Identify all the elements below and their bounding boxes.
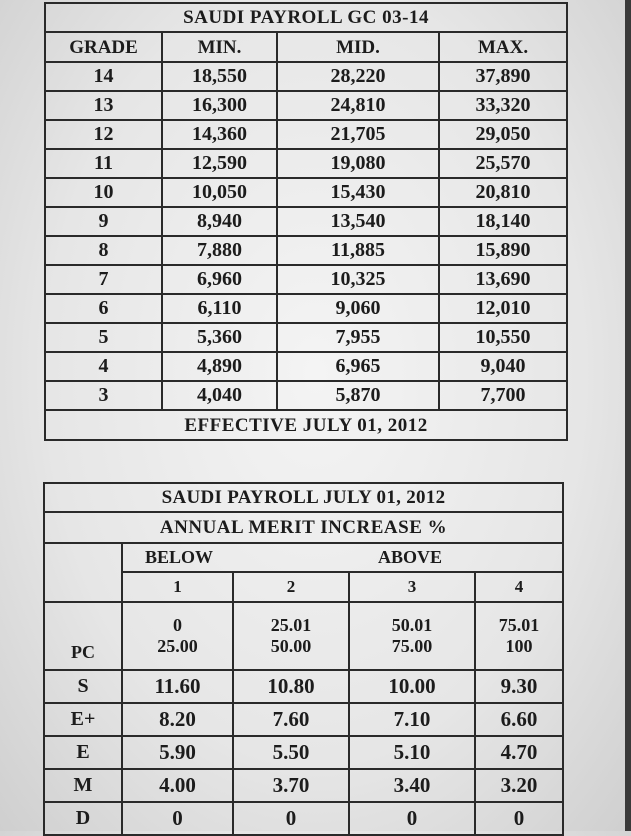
pc-range-to: 25.00	[157, 636, 198, 656]
merit-value-cell: 9.30	[475, 670, 563, 703]
merit-value-cell: 0	[233, 802, 349, 835]
merit-value-cell: 4.00	[122, 769, 233, 802]
merit-subtitle: ANNUAL MERIT INCREASE %	[44, 512, 563, 543]
max-cell: 9,040	[439, 352, 567, 381]
grade-cell: 13	[45, 91, 162, 120]
header-grade: GRADE	[45, 32, 162, 62]
column-number: 1	[122, 572, 233, 602]
merit-value-cell: 11.60	[122, 670, 233, 703]
grade-cell: 14	[45, 62, 162, 91]
rating-label: E	[44, 736, 122, 769]
mid-cell: 10,325	[277, 265, 439, 294]
corner-cell	[44, 543, 122, 602]
table-row	[45, 323, 567, 352]
below-label: BELOW	[122, 543, 349, 572]
min-cell: 14,360	[162, 120, 277, 149]
pc-range-cell	[475, 602, 563, 670]
merit-value-cell: 4.70	[475, 736, 563, 769]
mid-cell: 28,220	[277, 62, 439, 91]
table-footer-row	[45, 410, 567, 440]
merit-title: SAUDI PAYROLL JULY 01, 2012	[44, 483, 563, 512]
rating-label: E+	[44, 703, 122, 736]
merit-value-cell: 10.00	[349, 670, 475, 703]
grade-cell: 3	[45, 381, 162, 410]
merit-value-cell: 7.60	[233, 703, 349, 736]
rating-label: M	[44, 769, 122, 802]
min-cell: 12,590	[162, 149, 277, 178]
merit-increase-table	[43, 482, 564, 836]
pc-range-from: 25.01	[270, 615, 312, 635]
pc-range-to: 50.00	[270, 636, 312, 656]
mid-cell: 21,705	[277, 120, 439, 149]
merit-subtitle-row	[44, 512, 563, 543]
merit-value-cell: 3.70	[233, 769, 349, 802]
max-cell: 10,550	[439, 323, 567, 352]
grade-cell: 9	[45, 207, 162, 236]
merit-value-cell: 0	[475, 802, 563, 835]
max-cell: 33,320	[439, 91, 567, 120]
min-cell: 4,040	[162, 381, 277, 410]
grade-cell: 7	[45, 265, 162, 294]
mid-cell: 9,060	[277, 294, 439, 323]
min-cell: 18,550	[162, 62, 277, 91]
merit-value-cell: 5.50	[233, 736, 349, 769]
table-row	[45, 265, 567, 294]
merit-value-cell: 8.20	[122, 703, 233, 736]
grade-cell: 10	[45, 178, 162, 207]
merit-value-cell: 3.20	[475, 769, 563, 802]
table-row	[44, 802, 563, 835]
table-row	[45, 381, 567, 410]
pc-range-row	[44, 602, 563, 670]
grade-cell: 4	[45, 352, 162, 381]
merit-value-cell: 10.80	[233, 670, 349, 703]
pc-range-from: 50.01	[391, 615, 433, 635]
pc-range-from: 0	[173, 615, 182, 635]
merit-value-cell: 0	[349, 802, 475, 835]
table-row	[45, 236, 567, 265]
min-cell: 16,300	[162, 91, 277, 120]
grade-cell: 8	[45, 236, 162, 265]
max-cell: 20,810	[439, 178, 567, 207]
merit-value-cell: 7.10	[349, 703, 475, 736]
pc-range-from: 75.01	[498, 615, 540, 635]
table-row	[45, 207, 567, 236]
grade-cell: 5	[45, 323, 162, 352]
mid-cell: 13,540	[277, 207, 439, 236]
pc-label: PC	[44, 602, 122, 670]
effective-date: EFFECTIVE JULY 01, 2012	[45, 410, 567, 440]
min-cell: 8,940	[162, 207, 277, 236]
grade-cell: 11	[45, 149, 162, 178]
column-number: 4	[475, 572, 563, 602]
table-row	[44, 670, 563, 703]
table-row	[45, 91, 567, 120]
max-cell: 18,140	[439, 207, 567, 236]
min-cell: 7,880	[162, 236, 277, 265]
max-cell: 37,890	[439, 62, 567, 91]
header-max: MAX.	[439, 32, 567, 62]
table-row	[45, 178, 567, 207]
header-mid: MID.	[277, 32, 439, 62]
table-row	[45, 294, 567, 323]
min-cell: 6,110	[162, 294, 277, 323]
table-row	[44, 769, 563, 802]
mid-cell: 6,965	[277, 352, 439, 381]
merit-group-row	[44, 543, 563, 572]
merit-column-number-row	[44, 572, 563, 602]
merit-value-cell: 5.90	[122, 736, 233, 769]
mid-cell: 5,870	[277, 381, 439, 410]
min-cell: 6,960	[162, 265, 277, 294]
grade-cell: 12	[45, 120, 162, 149]
payroll-title: SAUDI PAYROLL GC 03-14	[45, 3, 567, 32]
min-cell: 4,890	[162, 352, 277, 381]
pc-range-cell	[122, 602, 233, 670]
table-row	[45, 149, 567, 178]
pc-range-to: 100	[505, 636, 533, 656]
frame-edge	[625, 0, 631, 831]
merit-value-cell: 3.40	[349, 769, 475, 802]
mid-cell: 7,955	[277, 323, 439, 352]
max-cell: 13,690	[439, 265, 567, 294]
merit-title-row	[44, 483, 563, 512]
merit-value-cell: 5.10	[349, 736, 475, 769]
column-number: 2	[233, 572, 349, 602]
payroll-grade-table	[44, 2, 568, 441]
min-cell: 10,050	[162, 178, 277, 207]
merit-value-cell: 0	[122, 802, 233, 835]
pc-range-to: 75.00	[391, 636, 433, 656]
above-label: ABOVE	[349, 543, 563, 572]
table-row	[45, 62, 567, 91]
max-cell: 7,700	[439, 381, 567, 410]
rating-label: S	[44, 670, 122, 703]
max-cell: 29,050	[439, 120, 567, 149]
grade-cell: 6	[45, 294, 162, 323]
table-row	[44, 703, 563, 736]
table-header-row	[45, 32, 567, 62]
mid-cell: 11,885	[277, 236, 439, 265]
merit-value-cell: 6.60	[475, 703, 563, 736]
min-cell: 5,360	[162, 323, 277, 352]
pc-range-cell	[349, 602, 475, 670]
column-number: 3	[349, 572, 475, 602]
table-title-row	[45, 3, 567, 32]
mid-cell: 15,430	[277, 178, 439, 207]
mid-cell: 24,810	[277, 91, 439, 120]
header-min: MIN.	[162, 32, 277, 62]
pc-range-cell	[233, 602, 349, 670]
max-cell: 15,890	[439, 236, 567, 265]
table-row	[45, 120, 567, 149]
max-cell: 12,010	[439, 294, 567, 323]
rating-label: D	[44, 802, 122, 835]
table-row	[44, 736, 563, 769]
mid-cell: 19,080	[277, 149, 439, 178]
table-row	[45, 352, 567, 381]
max-cell: 25,570	[439, 149, 567, 178]
